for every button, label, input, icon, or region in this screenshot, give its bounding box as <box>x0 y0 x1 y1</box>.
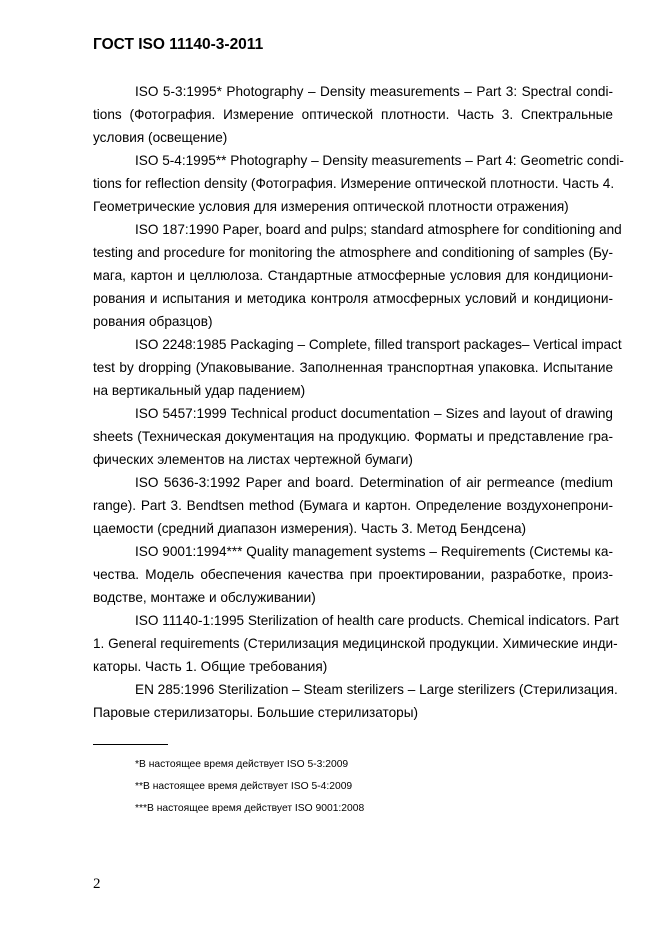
page-number: 2 <box>93 876 101 892</box>
reference-paragraph <box>93 218 622 333</box>
paragraph-line: рования образцов) <box>93 314 213 329</box>
paragraph-line: range). Part 3. Bendtsen method (Бумага и картон. Определение воздухонепрони- <box>93 498 613 513</box>
paragraph-line: test by dropping (Упаковывание. Заполненная транспортная упаковка. Испытание <box>93 360 613 375</box>
paragraph-line: ISO 9001:1994*** Quality management systems – Requirements (Системы ка- <box>135 544 613 559</box>
reference-paragraph <box>93 678 618 724</box>
paragraph-line: ISO 5-4:1995** Photography – Density measurements – Part 4: Geometric condi- <box>135 153 624 168</box>
paragraph-line: EN 285:1996 Sterilization – Steam sterilizers – Large sterilizers (Стерилизация. <box>135 682 618 697</box>
paragraph-line: ISO 187:1990 Paper, board and pulps; standard atmosphere for conditioning and <box>135 222 622 237</box>
reference-paragraph <box>93 540 613 609</box>
paragraph-line: ISO 5457:1999 Technical product documentation – Sizes and layout of drawing <box>135 406 613 421</box>
footnote: ***В настоящее время действует ISO 9001:2008 <box>135 803 365 814</box>
paragraph-line: ISO 5-3:1995* Photography – Density measurements – Part 3: Spectral condi- <box>135 84 613 99</box>
paragraph-line: ISO 11140-1:1995 Sterilization of health care products. Chemical indicators. Part <box>135 613 619 628</box>
paragraph-line: фических элементов на листах чертежной бумаги) <box>93 452 413 467</box>
paragraph-line: ISO 2248:1985 Packaging – Complete, filled transport packages– Vertical impact <box>135 337 622 352</box>
paragraph-line: Паровые стерилизаторы. Большие стерилизаторы) <box>93 705 419 720</box>
paragraph-line: водстве, монтаже и обслуживании) <box>93 590 316 605</box>
document-header-title: ГОСТ ISO 11140-3-2011 <box>93 36 264 53</box>
paragraph-line: рования и испытания и методика контроля атмосферных условий и кондициони- <box>93 291 613 306</box>
paragraph-line: цаемости (средний диапазон измерения). Часть 3. Метод Бендсена) <box>93 521 527 536</box>
reference-paragraph <box>93 333 622 402</box>
paragraph-line: testing and procedure for monitoring the atmosphere and conditioning of samples (Бу- <box>93 245 613 260</box>
footnote: *В настоящее время действует ISO 5-3:2009 <box>135 759 349 770</box>
paragraph-line: sheets (Техническая документация на продукцию. Форматы и представление гра- <box>93 429 613 444</box>
footnote: **В настоящее время действует ISO 5-4:2009 <box>135 781 353 792</box>
reference-paragraph <box>93 80 613 149</box>
paragraph-line: tions for reflection density (Фотография. Измерение оптической плотности. Часть 4. <box>93 176 615 191</box>
paragraph-line: условия (освещение) <box>93 130 228 145</box>
normative-references-body <box>93 80 624 724</box>
paragraph-line: на вертикальный удар падением) <box>93 383 306 398</box>
reference-paragraph <box>93 609 619 678</box>
paragraph-line: Геометрические условия для измерения оптической плотности отражения) <box>93 199 569 214</box>
paragraph-line: мага, картон и целлюлоза. Стандартные атмосферные условия для кондициони- <box>93 268 613 283</box>
paragraph-line: каторы. Часть 1. Общие требования) <box>93 659 328 674</box>
paragraph-line: чества. Модель обеспечения качества при проектировании, разработке, произ- <box>93 567 613 582</box>
paragraph-line: 1. General requirements (Стерилизация медицинской продукции. Химические инди- <box>93 636 618 651</box>
reference-paragraph <box>93 471 613 540</box>
paragraph-line: ISO 5636-3:1992 Paper and board. Determination of air permeance (medium <box>135 475 613 490</box>
reference-paragraph <box>93 402 613 471</box>
reference-paragraph <box>93 149 624 218</box>
paragraph-line: tions (Фотография. Измерение оптической плотности. Часть 3. Спектральные <box>93 107 613 122</box>
footnote-separator <box>93 744 168 745</box>
footnotes <box>135 754 364 820</box>
